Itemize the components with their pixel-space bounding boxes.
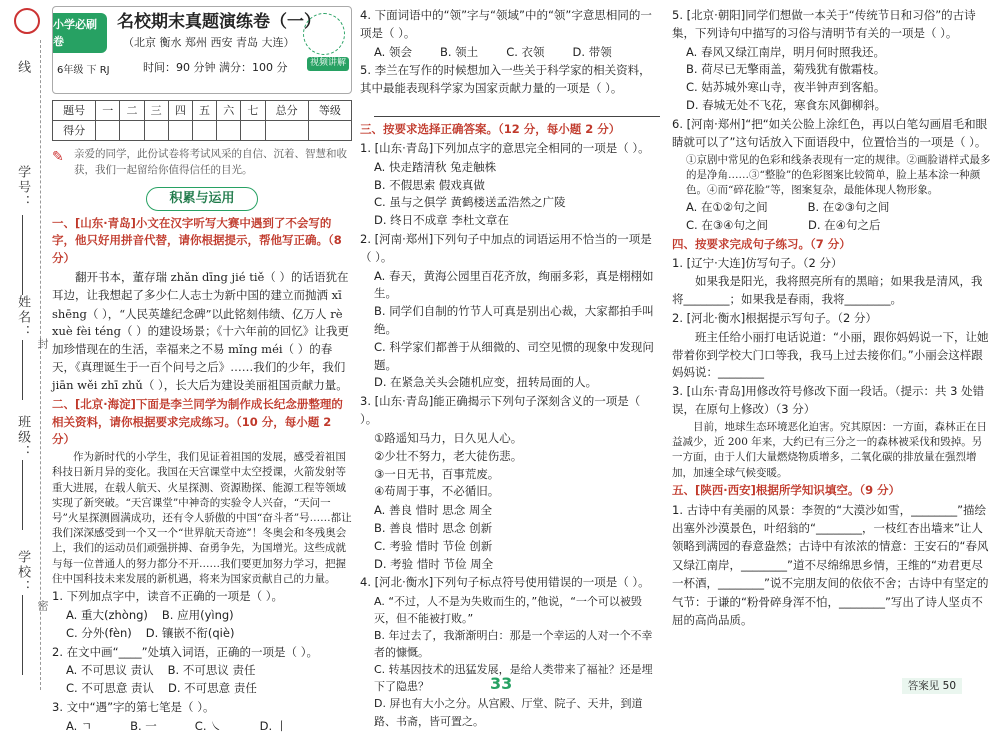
q2-passage: 作为新时代的小学生，我们见证着祖国的发展，感受着祖国科技日新月异的变化。我国在天宫课堂中太空授课，火箭发射等重大进展，在载人航天、火星探测、资源勘探、能源工程等领域实现了新突破。“天宫课堂”中神奇的实验令人兴奋，“天问一号”火星探测圆满成功，还有令人骄傲的中国“奋斗者”号……都让我们深深感受到一个又一个“世界航天奇迹”！冬奥会和冬残奥会上，我们的运动员们顽强拼搏、奋勇争先，为国增光。这些成就与每一位普通人的努力都分不开……我们要更加努力学习，把握住中国科技未来发展的新机遇，将来为国家贡献自己的力量。 bbox=[52, 451, 352, 585]
cell: 三 bbox=[144, 101, 168, 121]
option[interactable]: D. 屏也有大小之分。从宫殿、厅堂、院子、天井，到道路、书斋，皆可置之。 bbox=[374, 697, 643, 728]
q2-4-options bbox=[360, 44, 660, 62]
score-cell[interactable] bbox=[192, 121, 216, 141]
s5-q1: 1. 古诗中有美丽的风景：李贺的“大漠沙如雪，________”描绘出塞外沙漠景色，叶绍翁的“________，一枝红杏出墙来”让人领略到满园的春意盎然；古诗中有浓浓的情意：王安石的“春风又绿江南岸，________”道不尽绵绵思乡情，王维的“劝君更尽一杯酒，________”说不完朋友间的依依不舍；古诗中有坚定的气节：于谦的“粉骨碎身浑不怕，________”写出了诗人坚贞不屈的高尚品质。 bbox=[672, 502, 989, 627]
score-table bbox=[52, 100, 352, 141]
column-3 bbox=[672, 6, 992, 630]
exam-title: 名校期末真题演练卷（一） bbox=[117, 12, 321, 32]
s4-q3: 3. [山东·青岛]用修改符号修改下面一段话。（提示：共 3 处错误，在原句上修改）（3 分） bbox=[672, 384, 985, 417]
q3-6-options bbox=[672, 199, 992, 235]
cell: 等级 bbox=[308, 101, 351, 121]
answer-page-ref: 答案见 50 bbox=[902, 678, 962, 694]
q2-1: 1. 下列加点字中，读音不正确的一项是（ ）。 bbox=[52, 589, 284, 604]
option[interactable]: D. 丨 bbox=[259, 718, 288, 733]
s3-q3-lines bbox=[360, 430, 660, 501]
q2-3-options bbox=[52, 718, 352, 736]
option[interactable]: A. “不过，人不是为失败而生的，”他说，“一个可以被毁灭，但不能被打败。” bbox=[374, 595, 642, 626]
score-cell[interactable] bbox=[168, 121, 192, 141]
option[interactable]: A. 春天，黄海公园里百花齐放，绚丽多彩，真是栩栩如生。 bbox=[374, 268, 654, 301]
binding-margin bbox=[0, 0, 48, 698]
option[interactable]: D. 在紧急关头会随机应变，扭转局面的人。 bbox=[374, 375, 598, 390]
section-3-heading: 三、按要求选择正确答案。（12 分，每小题 2 分） bbox=[360, 122, 621, 137]
s3-q2: 2. [河南·郑州]下列句子中加点的词语运用不恰当的一项是（ ）。 bbox=[360, 231, 652, 264]
option[interactable]: C. 不可思意 责认 bbox=[66, 681, 154, 696]
seal-mark: 封 bbox=[36, 338, 50, 349]
option[interactable]: A. ㄱ bbox=[66, 718, 93, 733]
option[interactable]: C. 衣领 bbox=[506, 44, 545, 59]
q2-4: 4. 下面词语中的“领”字与“领域”中的“领”字意思相同的一项是（ ）。 bbox=[360, 8, 652, 40]
section-5-heading: 五、[陕西·西安]根据所学知识填空。（9 分） bbox=[672, 482, 901, 497]
q1-text-2: shēng（ ），“人民英雄纪念碑”以此铭刻伟绩、亿万人 rè xuè fèi téng（ ）的建设场景；《十六年前的回忆》让我更加珍惜现在的生活，幸福来之不易 mǐng méi（ ）的春天，《真理诞生于一百个问号之后》……我们的少年，我们 jiān wěi zhī zhǔ（ ），长大后为建设美丽祖国贡献力量。 bbox=[52, 306, 349, 392]
grade-label: 6年级 下 RJ bbox=[57, 65, 110, 76]
sentence: ②少壮不努力，老大徒伤悲。 bbox=[374, 448, 523, 463]
qr-code-icon[interactable] bbox=[303, 13, 345, 55]
option[interactable]: A. 善良 惜时 思念 周全 bbox=[374, 503, 492, 518]
q3-6: 6. [河南·郑州]“把“如关公脸上涂红色，再以白笔勾画眉毛和眼睛就可以了”这句话放入下面语段中，位置恰当的一项是（ ）。 bbox=[672, 116, 988, 149]
header-box bbox=[52, 6, 352, 94]
s4-q2: 2. [河北·衡水]根据提示写句子。（2 分） bbox=[672, 311, 877, 326]
logo-icon bbox=[14, 8, 40, 34]
s3-q4: 4. [河北·衡水]下列句子标点符号使用错误的一项是（ ）。 bbox=[360, 575, 650, 590]
option[interactable]: C. 虽与之俱学 黄鹤楼送孟浩然之广陵 bbox=[374, 195, 566, 210]
option[interactable]: C. 考验 惜时 节俭 创新 bbox=[374, 538, 493, 553]
s3-q3-options bbox=[360, 502, 660, 573]
cell: 二 bbox=[120, 101, 144, 121]
option[interactable]: A. 快走踏清秋 兔走触株 bbox=[374, 159, 497, 174]
s3-q3: 3. [山东·青岛]能正确揭示下列句子深刻含义的一项是（ ）。 bbox=[360, 394, 641, 427]
student-id-label: 学号： bbox=[15, 165, 31, 210]
option[interactable]: D. 不可思意 责任 bbox=[168, 681, 257, 696]
cell: 五 bbox=[192, 101, 216, 121]
cell: 七 bbox=[241, 101, 265, 121]
option[interactable]: B. 在②③句之间 bbox=[807, 200, 890, 215]
option[interactable]: A. 在①②句之间 bbox=[686, 200, 768, 215]
score-row-header bbox=[53, 101, 352, 121]
q2-heading: 二、[北京·海淀]下面是李兰同学为制作成长纪念册整理的相关资料，请你根据要求完成练习。（10 分，每小题 2 分） bbox=[52, 396, 343, 447]
option[interactable]: C. 分外(fèn) bbox=[66, 625, 132, 640]
q2-1-options bbox=[52, 607, 352, 643]
score-cell[interactable] bbox=[241, 121, 265, 141]
column-1 bbox=[52, 6, 352, 737]
star-icon: ✎ bbox=[52, 149, 64, 166]
score-cell[interactable] bbox=[265, 121, 308, 141]
q2-5: 5. 李兰在写作的时候想加入一些关于科学家的相关资料，其中最能表现科学家为国家贡献力量的一项是（ ）。 bbox=[360, 63, 651, 96]
option[interactable]: B. 善良 惜时 思念 创新 bbox=[374, 520, 493, 535]
option[interactable]: B. 年过去了，我渐渐明白：那是一个幸运的人对一个不幸者的慷慨。 bbox=[374, 629, 653, 660]
q2-2: 2. 在文中画“____”处填入词语，正确的一项是（ ）。 bbox=[52, 644, 318, 659]
page-number: 33 bbox=[490, 674, 513, 693]
s3-q1-options bbox=[360, 159, 660, 230]
q3-5-options bbox=[672, 44, 992, 115]
option[interactable]: B. 领土 bbox=[439, 44, 479, 59]
name-label: 姓名： bbox=[15, 295, 31, 340]
option[interactable]: A. 不可思议 责认 bbox=[66, 663, 154, 678]
option[interactable]: D. 终日不成章 李杜文章在 bbox=[374, 213, 509, 228]
exam-subtitle: （北京 衡水 郑州 西安 青岛 大连） bbox=[123, 36, 295, 49]
s4-q3-text: 目前，地球生态环境恶化迫害。究其原因：一方面，森林正在日益减少，近 200 年来，大约已有三分之一的森林被采伐和毁掉。另一方面，由于人们大量燃烧物质增多，二氧化碳的排放量在强烈增加，加速全球气候变暖。 bbox=[672, 420, 987, 479]
option[interactable]: B. 不假思索 假戏真做 bbox=[374, 177, 485, 192]
name-line bbox=[22, 340, 23, 400]
cell: 四 bbox=[168, 101, 192, 121]
s4-q1-text: 如果我是阳光，我将照亮所有的黑暗；如果我是清风，我将________；如果我是春雨，我将________。 bbox=[672, 274, 983, 307]
score-cell[interactable] bbox=[308, 121, 351, 141]
answer-line[interactable] bbox=[374, 100, 660, 117]
tip-text: 亲爱的同学，此份试卷将考试风采的自信、沉着、智慧和收获，我们一起留给你值得信任的目光。 bbox=[74, 148, 347, 176]
cell: 六 bbox=[217, 101, 241, 121]
score-cell[interactable] bbox=[144, 121, 168, 141]
cell: 总分 bbox=[265, 101, 308, 121]
option[interactable]: D. 考验 惜时 节俭 周全 bbox=[374, 556, 494, 571]
s3-q2-options bbox=[360, 268, 660, 393]
section-4-heading: 四、按要求完成句子练习。（7 分） bbox=[672, 236, 851, 251]
tip-note bbox=[52, 147, 352, 179]
sentence: ①路遥知马力，日久见人心。 bbox=[374, 430, 523, 445]
option[interactable]: A. 重大(zhòng) bbox=[66, 607, 148, 622]
option[interactable]: A. 领会 bbox=[374, 44, 412, 59]
column-2 bbox=[360, 6, 660, 731]
score-row-values bbox=[53, 121, 352, 141]
s3-q4-options bbox=[360, 593, 660, 729]
cell: 一 bbox=[96, 101, 120, 121]
brand-badge: 小学必刷卷 bbox=[53, 13, 107, 53]
cell: 得分 bbox=[53, 121, 96, 141]
option[interactable]: D. 在④句之后 bbox=[807, 217, 881, 232]
score-cell[interactable] bbox=[217, 121, 241, 141]
option[interactable]: B. 应用(yìng) bbox=[161, 607, 234, 622]
option[interactable]: B. 一 bbox=[130, 718, 157, 733]
option[interactable]: B. 不可思议 责任 bbox=[167, 663, 256, 678]
cut-mark: 密 bbox=[36, 600, 50, 611]
option[interactable]: C. 姑苏城外寒山寺，夜半钟声到客船。 bbox=[686, 80, 886, 95]
option[interactable]: C. ㇏ bbox=[194, 718, 222, 733]
q3-6-text: ①京剧中常见的色彩和线条表现有一定的规律。②画脸谱样式最多的是净角……③“整脸”的色彩图案比较简单，脸上基本涂一种颜色。④而“碎花脸”等，图案复杂，最能体现人物形象。 bbox=[686, 153, 991, 196]
option[interactable]: B. 同学们自制的竹节人可真是别出心裁，大家都拍手叫绝。 bbox=[374, 304, 654, 336]
section-banner: 积累与运用 bbox=[146, 187, 258, 211]
q1-heading: 一、[山东·青岛]小文在汉字听写大赛中遇到了不会写的字，他只好用拼音代替，请你根据提示，帮他写正确。（8 分） bbox=[52, 215, 342, 266]
class-label: 班级： bbox=[15, 415, 31, 460]
exam-meta: 时间：90 分钟 满分：100 分 bbox=[143, 61, 288, 74]
option[interactable]: C. 转基因技术的迅猛发展，是给人类带来了福祉？还是埋下了隐患？ bbox=[374, 663, 653, 694]
cut-line bbox=[40, 40, 41, 690]
option[interactable]: D. 春城无处不飞花，寒食东风御柳斜。 bbox=[686, 98, 887, 113]
sentence: ③一日无书，百事荒废。 bbox=[374, 466, 500, 481]
class-line bbox=[22, 460, 23, 530]
option[interactable]: D. 镶嵌不衔(qiè) bbox=[145, 625, 235, 640]
s4-q2-text: 班主任给小丽打电话说道：“小丽，跟你妈妈说一下，让她带着你到学校大门口等我，我马上过去接你们。”小丽会这样跟妈妈说：________ bbox=[672, 329, 989, 380]
q1-text-1: 翻开书本，董存瑞 zhǎn dīng jié tiě（ ）的话语犹在耳边，让我想起了多少仁人志士为新中国的建立而抛洒 xī bbox=[52, 270, 349, 302]
q2-2-options bbox=[52, 662, 352, 698]
cell: 题号 bbox=[53, 101, 96, 121]
s4-q1: 1. [辽宁·大连]仿写句子。（2 分） bbox=[672, 255, 843, 270]
option[interactable]: D. 带领 bbox=[572, 44, 612, 59]
option[interactable]: C. 科学家们都善于从细微的、司空见惯的现象中发现问题。 bbox=[374, 339, 654, 372]
margin-mark-1: 线 bbox=[15, 60, 31, 75]
option[interactable]: B. 荷尽已无擎雨盖，菊残犹有傲霜枝。 bbox=[686, 62, 886, 77]
video-label: 视频讲解 bbox=[307, 57, 349, 71]
option[interactable]: A. 春风又绿江南岸，明月何时照我还。 bbox=[686, 44, 885, 59]
score-cell[interactable] bbox=[120, 121, 144, 141]
score-cell[interactable] bbox=[96, 121, 120, 141]
sentence: ④苟周于事，不必循旧。 bbox=[374, 484, 500, 499]
option[interactable]: C. 在③④句之间 bbox=[686, 217, 768, 232]
school-label: 学校： bbox=[15, 550, 31, 595]
q2-3: 3. 文中“遇”字的第七笔是（ ）。 bbox=[52, 700, 215, 714]
q3-5: 5. [北京·朝阳]同学们想做一本关于“传统节日和习俗”的古诗集，下列诗句中描写的习俗与清明节有关的一项是（ ）。 bbox=[672, 8, 976, 40]
s3-q1: 1. [山东·青岛]下列加点字的意思完全相同的一项是（ ）。 bbox=[360, 140, 650, 155]
student-id-line bbox=[22, 215, 23, 295]
school-line bbox=[22, 595, 23, 675]
